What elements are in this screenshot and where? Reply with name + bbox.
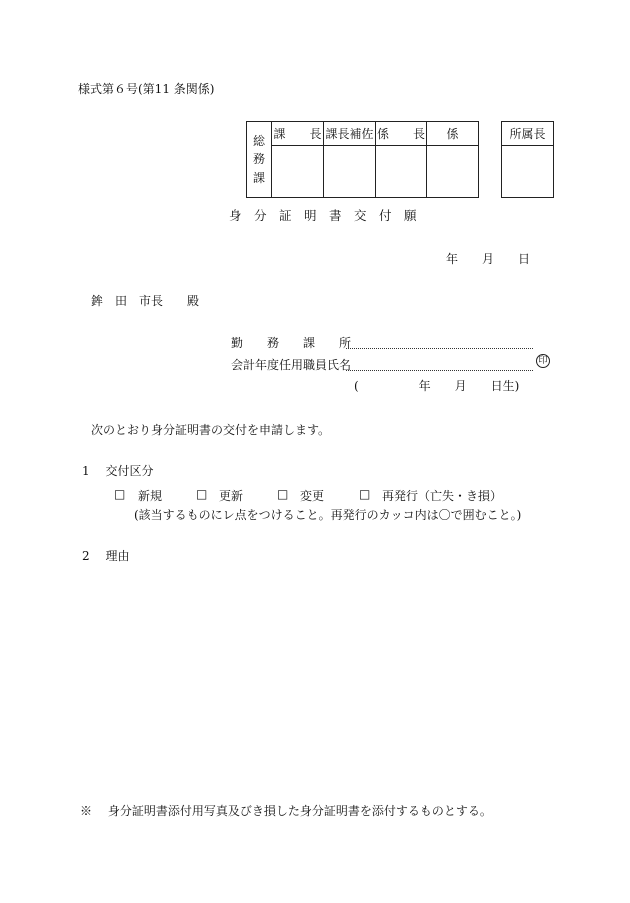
approval-stamp-cell <box>502 146 554 198</box>
approval-header-kacho: 課 長 <box>272 122 324 146</box>
option-new-label: 新規 <box>138 489 163 503</box>
approval-stamp-cell <box>427 146 479 198</box>
approval-stamp-cell <box>272 146 324 198</box>
approval-stamp-cell <box>324 146 376 198</box>
dept-char: 務 <box>252 152 265 167</box>
checkbox-new[interactable]: □ <box>114 487 126 501</box>
document-title: 身 分 証 明 書 交 付 願 <box>229 208 417 223</box>
approval-header-shozokucho: 所属長 <box>502 122 554 146</box>
option-reissue-label: 再発行（亡失・き損） <box>382 489 503 503</box>
affiliation-approval-table <box>501 121 554 198</box>
reason-area[interactable] <box>100 572 540 782</box>
request-text: 次のとおり身分証明書の交付を申請します。 <box>91 423 331 437</box>
approval-header-kakaricho: 係 長 <box>376 122 427 146</box>
footnote: ※ 身分証明書添付用写真及びき損した身分証明書を添付するものとする。 <box>80 804 492 818</box>
form-number: 様式第６号(第11 条関係) <box>78 82 215 96</box>
approval-table <box>246 121 479 198</box>
checkbox-renewal[interactable]: □ <box>196 487 208 501</box>
seal-mark: 印 <box>536 354 550 368</box>
dept-char: 課 <box>252 170 265 185</box>
approval-header-kacho-hosa: 課長補佐 <box>324 122 376 146</box>
birthdate-line: ( 年 月 日生) <box>354 379 520 393</box>
name-label: 会計年度任用職員氏名 <box>231 358 352 372</box>
approval-dept-label <box>247 122 272 198</box>
workplace-label: 勤 務 課 所 <box>231 336 352 350</box>
dept-char: 総 <box>252 133 265 148</box>
date-line: 年 月 日 <box>446 252 531 266</box>
section1-heading: 1 交付区分 <box>82 464 154 478</box>
name-field[interactable] <box>346 370 533 371</box>
addressee: 鉾 田 市長 殿 <box>91 294 200 308</box>
section2-heading: 2 理由 <box>82 549 130 563</box>
approval-header-kakari: 係 <box>427 122 479 146</box>
option-renewal-label: 更新 <box>219 489 244 503</box>
checkbox-change[interactable]: □ <box>277 487 289 501</box>
workplace-field[interactable] <box>346 348 533 349</box>
approval-stamp-cell <box>376 146 427 198</box>
section1-note: (該当するものにレ点をつけること。再発行のカッコ内は〇で囲むこと。) <box>134 508 522 522</box>
checkbox-reissue[interactable]: □ <box>359 487 371 501</box>
option-change-label: 変更 <box>300 489 325 503</box>
